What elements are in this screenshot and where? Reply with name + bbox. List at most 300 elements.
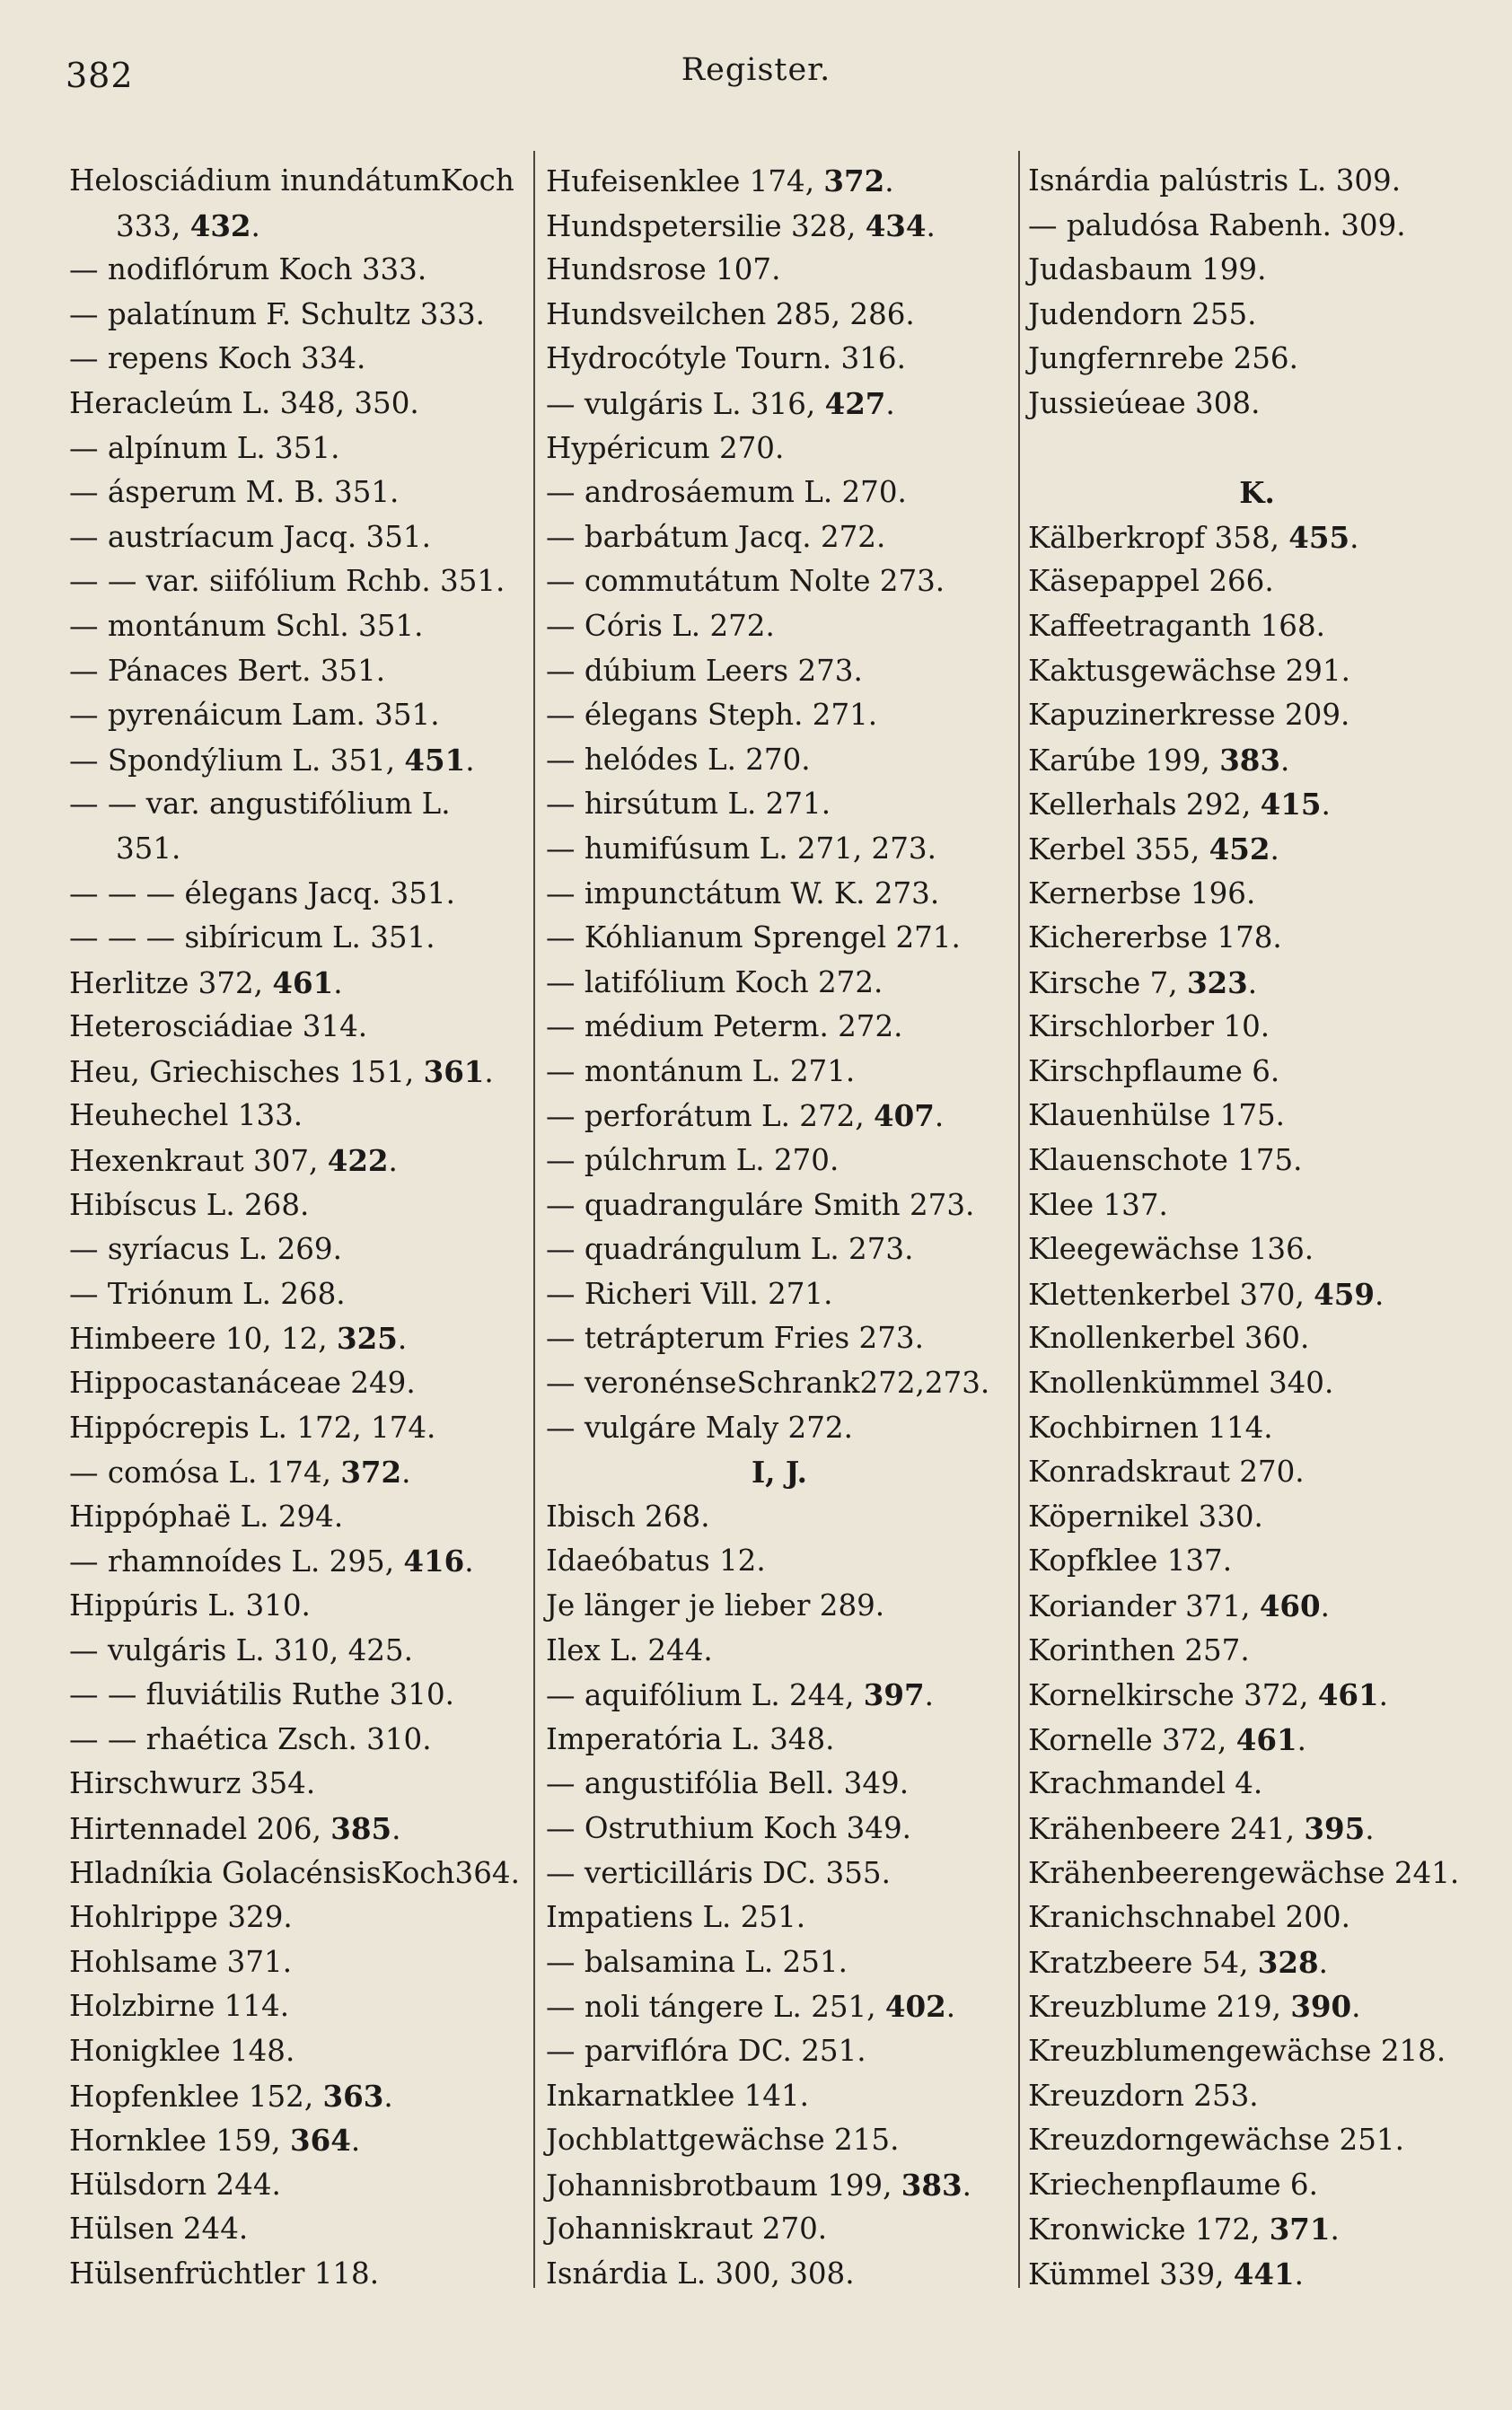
entry-bold-page: 385 <box>330 1810 392 1846</box>
entry-text: — repens Koch 334. <box>69 341 366 376</box>
entry-text: Hohlrippe 329. <box>69 1900 293 1935</box>
entry-text: — vulgáris L. 310, 425. <box>69 1632 413 1667</box>
index-entry <box>546 1050 1013 1095</box>
entry-text: — paludósa Rabenh. 309. <box>1028 207 1406 242</box>
entry-text: Kratzbeere 54, <box>1028 1945 1258 1980</box>
entry-tail: . <box>1351 1990 1361 2025</box>
section-heading <box>1028 471 1486 515</box>
index-entry <box>1028 1050 1486 1095</box>
entry-text: — — — élegans Jacq. 351. <box>69 875 455 910</box>
entry-tail: . <box>962 2168 971 2203</box>
index-entry <box>69 1183 523 1228</box>
index-entry <box>546 471 1013 515</box>
entry-text: Kreuzdorn 253. <box>1028 2078 1259 2113</box>
entry-text: Judasbaum 199. <box>1028 252 1267 287</box>
index-entry <box>546 1139 1013 1183</box>
entry-text: Kaktusgewächse 291. <box>1028 653 1350 688</box>
entry-text: — veronénseSchrank272,273. <box>546 1366 990 1401</box>
entry-tail: . <box>1280 743 1290 778</box>
entry-tail: . <box>391 1811 401 1846</box>
index-entry <box>1028 916 1486 961</box>
entry-text: — impunctátum W. K. 273. <box>546 875 940 910</box>
entry-text: Kronwicke 172, <box>1028 2212 1270 2247</box>
entry-text: — balsamina L. 251. <box>546 1944 848 1979</box>
entry-text: Klettenkerbel 370, <box>1028 1277 1314 1312</box>
entry-tail: . <box>1297 1722 1306 1757</box>
entry-text: Karúbe 199, <box>1028 743 1220 778</box>
entry-text: Kirsche 7, <box>1028 965 1187 1000</box>
entry-tail: . <box>401 1456 411 1491</box>
entry-text: Kornelkirsche 372, <box>1028 1678 1318 1713</box>
entry-text: Kriechenpflaume 6. <box>1028 2167 1318 2202</box>
index-entry <box>1028 1495 1486 1540</box>
index-entry <box>69 1895 523 1940</box>
entry-text: Kopfklee 137. <box>1028 1544 1233 1579</box>
index-entry <box>69 515 523 560</box>
entry-text: — verticilláris DC. 355. <box>546 1855 891 1890</box>
entry-text: Hexenkraut 307, <box>69 1144 328 1179</box>
entry-tail: . <box>251 208 260 243</box>
entry-text: — Spondýlium L. 351, <box>69 743 405 778</box>
index-entry <box>69 382 523 427</box>
index-entry <box>69 204 523 249</box>
index-entry <box>1028 248 1486 293</box>
entry-text: Kirschpflaume 6. <box>1028 1053 1280 1088</box>
entry-text: Isnárdia palústris L. 309. <box>1028 163 1402 198</box>
index-entry <box>546 1094 1013 1139</box>
index-entry <box>1028 204 1486 249</box>
entry-text: Hypéricum 270. <box>546 430 785 465</box>
entry-text: — Kóhlianum Sprengel 271. <box>546 920 961 955</box>
index-entry <box>546 337 1013 382</box>
index-entry <box>546 1762 1013 1807</box>
entry-text: Kernerbse 196. <box>1028 875 1256 910</box>
entry-text: 351. <box>116 831 181 866</box>
entry-tail: . <box>924 1678 934 1713</box>
entry-text: Hopfenklee 152, <box>69 2079 323 2114</box>
entry-text: Krähenbeerengewächse 241. <box>1028 1855 1460 1890</box>
entry-tail: . <box>1330 2212 1340 2247</box>
entry-text: Imperatória L. 348. <box>546 1721 835 1756</box>
entry-bold-page: 372 <box>340 1455 402 1491</box>
index-entry <box>1028 2207 1486 2252</box>
index-column-3 <box>1028 159 1486 2297</box>
entry-text: — angustifólia Bell. 349. <box>546 1766 910 1801</box>
column-rule-right <box>1018 151 1020 2288</box>
index-entry <box>69 872 523 917</box>
entry-text: Kirschlorber 10. <box>1028 1009 1270 1044</box>
index-entry <box>546 872 1013 917</box>
entry-bold-page: 461 <box>1317 1677 1379 1713</box>
entry-text: Kornelle 372, <box>1028 1722 1236 1757</box>
entry-text: — commutátum Nolte 273. <box>546 564 945 599</box>
index-entry <box>546 1227 1013 1272</box>
entry-bold-page: 402 <box>884 1989 946 2025</box>
index-entry <box>1028 1984 1486 2029</box>
entry-text: — austríacum Jacq. 351. <box>69 519 431 554</box>
index-entry <box>1028 1094 1486 1139</box>
index-entry <box>69 2163 523 2208</box>
entry-bold-page: 455 <box>1288 519 1350 555</box>
entry-bold-page: 434 <box>865 207 927 243</box>
entry-text: Hippócrepis L. 172, 174. <box>69 1410 436 1445</box>
index-entry <box>546 1183 1013 1228</box>
entry-text: Isnárdia L. 300, 308. <box>546 2256 855 2291</box>
entry-text: Kranichschnabel 200. <box>1028 1900 1350 1935</box>
index-entry <box>546 427 1013 471</box>
entry-text: Kreuzdorngewächse 251. <box>1028 2123 1404 2158</box>
index-entry <box>1028 1807 1486 1851</box>
entry-text: — palatínum F. Schultz 333. <box>69 296 485 331</box>
entry-tail: . <box>945 1990 956 2025</box>
index-entry <box>69 1539 523 1584</box>
index-entry <box>546 1316 1013 1361</box>
entry-tail: . <box>1374 1277 1385 1312</box>
index-entry <box>546 1629 1013 1674</box>
index-entry <box>546 782 1013 827</box>
entry-bold-page: 441 <box>1233 2256 1295 2291</box>
entry-text: Honigklee 148. <box>69 2033 295 2068</box>
entry-bold-page: 383 <box>1219 742 1281 778</box>
index-entry <box>546 159 1013 204</box>
index-entry <box>1028 1673 1486 1718</box>
index-entry <box>546 2207 1013 2252</box>
entry-text: — Pánaces Bert. 351. <box>69 653 386 688</box>
running-head: Register. <box>681 52 831 88</box>
entry-text: — púlchrum L. 270. <box>546 1143 840 1178</box>
entry-text: Krachmandel 4. <box>1028 1766 1263 1801</box>
entry-text: I, J. <box>751 1455 807 1491</box>
index-entry <box>69 1272 523 1317</box>
index-entry <box>69 1139 523 1183</box>
entry-text: — — var. siifólium Rchb. 351. <box>69 564 505 599</box>
index-entry <box>69 1361 523 1406</box>
index-entry <box>1028 159 1486 204</box>
index-entry <box>1028 2118 1486 2163</box>
index-entry <box>69 1450 523 1495</box>
entry-text: 333, <box>116 208 190 243</box>
entry-text: — humifúsum L. 271, 273. <box>546 831 936 866</box>
index-entry <box>1028 1139 1486 1183</box>
index-entry <box>546 827 1013 872</box>
index-entry <box>1028 1718 1486 1763</box>
entry-text: Kaffeetraganth 168. <box>1028 608 1325 643</box>
entry-text: Heu, Griechisches 151, <box>69 1054 424 1089</box>
entry-text: Konradskraut 270. <box>1028 1455 1305 1490</box>
entry-text: Heterosciádiae 314. <box>69 1009 368 1044</box>
index-entry <box>1028 515 1486 560</box>
index-entry <box>546 1406 1013 1451</box>
entry-text: — vulgáre Maly 272. <box>546 1410 853 1445</box>
entry-text: Hohlsame 371. <box>69 1944 293 1979</box>
index-entry <box>546 293 1013 338</box>
index-entry <box>546 2118 1013 2163</box>
index-entry <box>1028 1272 1486 1317</box>
entry-text: Jussieúeae 308. <box>1028 385 1261 420</box>
entry-text: — Córis L. 272. <box>546 608 775 643</box>
entry-text: Klee 137. <box>1028 1187 1168 1222</box>
index-entry <box>546 1361 1013 1406</box>
index-entry <box>69 1316 523 1361</box>
index-entry <box>546 604 1013 649</box>
entry-tail: . <box>926 208 936 243</box>
index-entry <box>69 2252 523 2297</box>
entry-text: Inkarnatklee 141. <box>546 2078 809 2113</box>
index-entry <box>1028 604 1486 649</box>
index-entry <box>1028 1450 1486 1495</box>
entry-text: Knollenkerbel 360. <box>1028 1321 1310 1356</box>
index-entry <box>1028 693 1486 738</box>
entry-text: — nodiflórum Koch 333. <box>69 252 427 287</box>
entry-text: — — var. angustifólium L. <box>69 787 451 822</box>
index-entry <box>69 1094 523 1139</box>
index-entry <box>546 738 1013 783</box>
entry-text: Hülsdorn 244. <box>69 2167 281 2202</box>
entry-text: — quadranguláre Smith 273. <box>546 1187 975 1222</box>
index-entry <box>1028 782 1486 827</box>
index-entry <box>1028 827 1486 872</box>
entry-tail: . <box>1318 1945 1328 1980</box>
entry-text: Klauenhülse 175. <box>1028 1098 1286 1133</box>
entry-tail: . <box>1270 831 1279 866</box>
entry-text: — vulgáris L. 316, <box>546 386 825 421</box>
index-entry <box>546 1272 1013 1317</box>
entry-tail: . <box>1365 1811 1375 1846</box>
index-entry <box>546 961 1013 1006</box>
index-entry <box>546 1495 1013 1540</box>
entry-text: Jungfernrebe 256. <box>1028 341 1298 376</box>
entry-text: — quadrángulum L. 273. <box>546 1232 914 1267</box>
entry-text: Johannisbrotbaum 199, <box>546 2168 901 2203</box>
entry-text: — perforátum L. 272, <box>546 1099 874 1134</box>
entry-text: — alpínum L. 351. <box>69 430 340 465</box>
section-heading <box>546 1450 1013 1495</box>
index-entry <box>546 1940 1013 1985</box>
entry-bold-page: 363 <box>322 2078 384 2114</box>
entry-text: Kälberkropf 358, <box>1028 520 1289 555</box>
index-entry <box>546 649 1013 694</box>
entry-text: — dúbium Leers 273. <box>546 653 863 688</box>
entry-text: — pyrenáicum Lam. 351. <box>69 698 440 733</box>
entry-tail: . <box>1294 2256 1304 2291</box>
index-entry <box>1028 1227 1486 1272</box>
entry-tail: . <box>1321 787 1331 822</box>
index-entry <box>69 471 523 515</box>
entry-bold-page: 451 <box>404 742 466 778</box>
entry-text: — rhamnoídes L. 295, <box>69 1544 404 1579</box>
entry-text: Hülsen 244. <box>69 2212 249 2247</box>
index-entry <box>69 427 523 471</box>
entry-text: Impatiens L. 251. <box>546 1900 806 1935</box>
index-entry <box>546 559 1013 604</box>
index-entry <box>69 1718 523 1763</box>
index-entry <box>69 1005 523 1050</box>
entry-text: Kreuzblumengewächse 218. <box>1028 2033 1446 2068</box>
entry-text: — — fluviátilis Ruthe 310. <box>69 1677 454 1712</box>
index-entry <box>1028 1005 1486 1050</box>
entry-bold-page: 383 <box>901 2167 963 2203</box>
entry-text: Korinthen 257. <box>1028 1632 1250 1667</box>
entry-text: Kreuzblume 219, <box>1028 1990 1291 2025</box>
index-entry <box>69 1584 523 1629</box>
entry-text: Kichererbse 178. <box>1028 920 1282 955</box>
entry-text: Hülsenfrüchtler 118. <box>69 2256 380 2291</box>
index-entry <box>1028 427 1486 471</box>
entry-text: Kellerhals 292, <box>1028 787 1261 822</box>
entry-tail: . <box>464 1544 474 1579</box>
index-entry <box>69 1227 523 1272</box>
entry-bold-page: 372 <box>823 163 885 198</box>
entry-text: Johanniskraut 270. <box>546 2212 828 2247</box>
entry-bold-page: 459 <box>1314 1276 1375 1312</box>
entry-text: — ásperum M. B. 351. <box>69 475 400 510</box>
index-entry <box>1028 2074 1486 2119</box>
index-entry <box>546 1584 1013 1629</box>
entry-bold-page: 432 <box>189 207 251 243</box>
index-entry <box>69 1762 523 1807</box>
entry-text: — médium Peterm. 272. <box>546 1009 903 1044</box>
entry-text: K. <box>1239 475 1275 511</box>
entry-text: — helódes L. 270. <box>546 742 811 777</box>
entry-text: — hirsútum L. 271. <box>546 787 831 822</box>
entry-text: — Ostruthium Koch 349. <box>546 1810 911 1845</box>
entry-bold-page: 328 <box>1257 1944 1319 1980</box>
entry-tail: . <box>350 2124 361 2159</box>
index-entry <box>1028 1895 1486 1940</box>
index-entry <box>546 1673 1013 1718</box>
entry-text: — parviflóra DC. 251. <box>546 2033 866 2068</box>
entry-text: Judendorn 255. <box>1028 296 1257 331</box>
entry-text: — aquifólium L. 244, <box>546 1678 864 1713</box>
entry-text: — élegans Steph. 271. <box>546 698 878 733</box>
index-entry <box>546 515 1013 560</box>
page-number: 382 <box>66 56 134 95</box>
entry-tail: . <box>397 1322 408 1357</box>
index-entry <box>1028 2163 1486 2208</box>
index-entry <box>546 2074 1013 2119</box>
index-entry <box>1028 1316 1486 1361</box>
entry-text: Kümmel 339, <box>1028 2256 1234 2291</box>
entry-tail: . <box>465 743 475 778</box>
index-entry <box>546 382 1013 427</box>
index-entry <box>69 916 523 961</box>
entry-text: — barbátum Jacq. 272. <box>546 519 886 554</box>
entry-bold-page: 461 <box>272 964 334 1000</box>
column-rule-left <box>533 151 535 2288</box>
entry-tail: . <box>885 386 895 421</box>
entry-text: Jochblattgewächse 215. <box>546 2123 900 2158</box>
index-entry <box>69 337 523 382</box>
entry-text: Hydrocótyle Tourn. 316. <box>546 341 906 376</box>
index-entry <box>546 1539 1013 1584</box>
index-entry <box>69 1984 523 2029</box>
index-entry <box>69 248 523 293</box>
index-entry <box>546 1005 1013 1050</box>
index-entry <box>69 1807 523 1851</box>
index-entry <box>69 827 523 872</box>
entry-text: Kerbel 355, <box>1028 831 1209 866</box>
entry-bold-page: 422 <box>327 1143 389 1179</box>
index-entry <box>1028 649 1486 694</box>
index-entry <box>69 649 523 694</box>
entry-text: Krähenbeere 241, <box>1028 1811 1305 1846</box>
entry-bold-page: 364 <box>289 2123 351 2159</box>
entry-text: — Triónum L. 268. <box>69 1276 346 1311</box>
entry-text: Käsepappel 266. <box>1028 564 1274 599</box>
entry-bold-page: 415 <box>1260 787 1322 822</box>
index-entry <box>1028 738 1486 783</box>
entry-text: — montánum Schl. 351. <box>69 608 424 643</box>
entry-text: Himbeere 10, 12, <box>69 1322 337 1357</box>
index-entry <box>1028 1940 1486 1985</box>
index-entry <box>69 2074 523 2119</box>
entry-text: Holzbirne 114. <box>69 1989 290 2024</box>
index-entry <box>1028 872 1486 917</box>
index-entry <box>546 1984 1013 2029</box>
entry-text: — androsáemum L. 270. <box>546 475 907 510</box>
entry-bold-page: 371 <box>1269 2212 1331 2247</box>
entry-tail: . <box>934 1099 945 1134</box>
index-entry <box>1028 2029 1486 2074</box>
entry-tail: . <box>388 1144 398 1179</box>
entry-text: Hippóphaë L. 294. <box>69 1499 344 1534</box>
entry-text: Hundsveilchen 285, 286. <box>546 296 915 331</box>
entry-bold-page: 390 <box>1290 1989 1352 2025</box>
index-entry <box>69 1406 523 1451</box>
index-entry <box>69 738 523 783</box>
entry-text: Idaeóbatus 12. <box>546 1544 766 1579</box>
entry-text: Kleegewächse 136. <box>1028 1232 1314 1267</box>
index-entry <box>69 159 523 204</box>
index-entry <box>1028 1584 1486 1629</box>
entry-text: Hladníkia GolacénsisKoch364. <box>69 1855 520 1890</box>
entry-text: Herlitze 372, <box>69 965 273 1000</box>
entry-bold-page: 416 <box>403 1544 465 1579</box>
entry-tail: . <box>884 164 894 198</box>
entry-text: Hundspetersilie 328, <box>546 208 866 243</box>
index-entry <box>1028 293 1486 338</box>
index-entry <box>546 1718 1013 1763</box>
index-entry <box>1028 1361 1486 1406</box>
entry-bold-page: 397 <box>863 1677 925 1713</box>
index-entry <box>1028 559 1486 604</box>
index-entry <box>1028 337 1486 382</box>
entry-tail: . <box>1320 1589 1330 1623</box>
index-entry <box>69 1495 523 1540</box>
index-entry <box>69 559 523 604</box>
index-entry <box>69 782 523 827</box>
index-entry <box>69 604 523 649</box>
entry-text: — montánum L. 271. <box>546 1053 856 1088</box>
index-entry <box>546 1895 1013 1940</box>
entry-bold-page: 461 <box>1235 1721 1297 1757</box>
index-entry <box>69 2207 523 2252</box>
index-entry <box>1028 1539 1486 1584</box>
index-entry <box>69 2118 523 2163</box>
entry-text: — noli tángere L. 251, <box>546 1990 885 2025</box>
index-entry <box>546 693 1013 738</box>
index-entry <box>69 1851 523 1896</box>
index-entry <box>69 2029 523 2074</box>
index-entry <box>1028 1762 1486 1807</box>
index-entry <box>1028 2252 1486 2297</box>
entry-bold-page: 361 <box>423 1053 485 1089</box>
entry-text: — comósa L. 174, <box>69 1456 341 1491</box>
index-entry <box>546 1851 1013 1896</box>
entry-text: Je länger je lieber 289. <box>546 1588 885 1623</box>
entry-text: Kapuzinerkresse 209. <box>1028 698 1350 733</box>
index-entry <box>69 1050 523 1095</box>
